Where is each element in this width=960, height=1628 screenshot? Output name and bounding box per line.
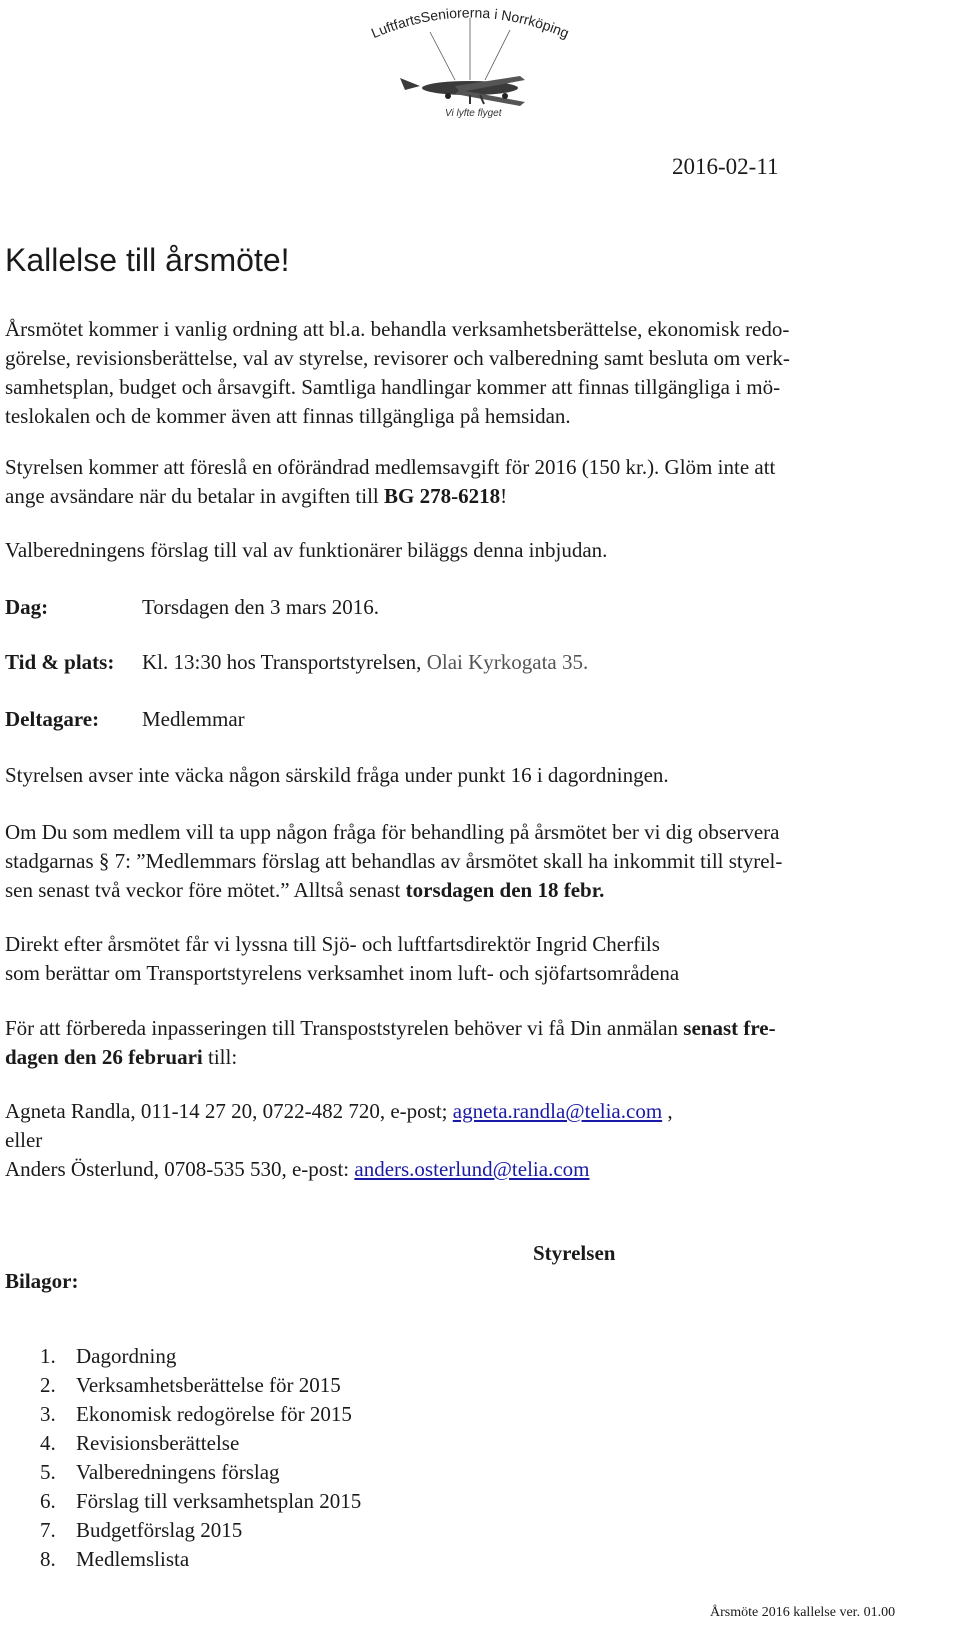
fee-punct: ! bbox=[500, 484, 508, 508]
email-link-anders[interactable]: anders.osterlund@telia.com bbox=[354, 1157, 590, 1181]
fee-paragraph bbox=[5, 453, 935, 511]
intro-line-1: Årsmötet kommer i vanlig ordning att bl.a. behandla verksamhetsberättelse, ekonomisk redo- bbox=[5, 317, 790, 341]
list-item bbox=[40, 1458, 361, 1487]
contact-agneta bbox=[5, 1097, 935, 1126]
attachments-list bbox=[40, 1342, 361, 1574]
document-date: 2016-02-11 bbox=[672, 154, 779, 179]
list-text: Verksamhetsberättelse för 2015 bbox=[76, 1373, 341, 1397]
meeting-day-label: Dag: bbox=[5, 595, 49, 619]
contact-anders bbox=[5, 1155, 935, 1184]
list-item bbox=[40, 1371, 361, 1400]
contact-anders-text: Anders Österlund, 0708-535 530, e-post: bbox=[5, 1157, 355, 1181]
list-number: 5. bbox=[40, 1460, 56, 1484]
list-item bbox=[40, 1545, 361, 1574]
participants-row bbox=[5, 705, 935, 734]
registration-paragraph bbox=[5, 1014, 935, 1072]
contact-or: eller bbox=[5, 1128, 43, 1152]
bankgiro-number: BG 278-6218 bbox=[384, 484, 501, 508]
list-item bbox=[40, 1516, 361, 1545]
list-number: 4. bbox=[40, 1431, 56, 1455]
proposals-line-1: Om Du som medlem vill ta upp någon fråga för behandling på årsmötet ber vi dig observera bbox=[5, 820, 780, 844]
proposals-paragraph bbox=[5, 818, 935, 905]
meeting-address: Olai Kyrkogata 35. bbox=[426, 650, 589, 674]
list-text: Medlemslista bbox=[76, 1547, 190, 1571]
proposals-text: sen senast två veckor före mötet.” Alltså senast bbox=[5, 878, 406, 902]
contacts-block bbox=[5, 1097, 935, 1184]
meeting-time-label: Tid & plats: bbox=[5, 650, 115, 674]
list-text: Dagordning bbox=[76, 1344, 177, 1368]
registration-deadline-b: dagen den 26 februari bbox=[5, 1045, 203, 1069]
list-text: Valberedningens förslag bbox=[76, 1460, 280, 1484]
registration-line-2 bbox=[5, 1043, 935, 1072]
list-number: 2. bbox=[40, 1373, 56, 1397]
footer-version: Årsmöte 2016 kallelse ver. 01.00 bbox=[710, 1605, 896, 1620]
proposals-line-3 bbox=[5, 876, 935, 905]
agenda-note-paragraph: Styrelsen avser inte väcka någon särskild fråga under punkt 16 i dagordningen. bbox=[5, 763, 669, 787]
fee-line-2 bbox=[5, 482, 935, 511]
list-number: 8. bbox=[40, 1547, 56, 1571]
intro-line-4: teslokalen och de kommer även att finnas tillgängliga på hemsidan. bbox=[5, 404, 571, 428]
list-item bbox=[40, 1400, 361, 1429]
participants-value: Medlemmar bbox=[142, 707, 245, 731]
fee-line-1: Styrelsen kommer att föreslå en oförändrad medlemsavgift för 2016 (150 kr.). Glöm inte att bbox=[5, 455, 776, 479]
list-text: Budgetförslag 2015 bbox=[76, 1518, 243, 1542]
airplane-logo-icon bbox=[360, 0, 580, 125]
intro-line-3: samhetsplan, budget och årsavgift. Samtliga handlingar kommer att finnas tillgängliga i mö- bbox=[5, 375, 781, 399]
meeting-time-place-row bbox=[5, 648, 935, 677]
list-number: 3. bbox=[40, 1402, 56, 1426]
contact-agneta-punct: , bbox=[662, 1099, 673, 1123]
proposals-line-2: stadgarnas § 7: ”Medlemmars förslag att behandlas av årsmötet skall ha inkommit till styrel- bbox=[5, 849, 783, 873]
fee-text: ange avsändare när du betalar in avgiften till bbox=[5, 484, 385, 508]
attachments-heading: Bilagor: bbox=[5, 1269, 79, 1293]
contact-agneta-text: Agneta Randla, 011-14 27 20, 0722-482 720, e-post; bbox=[5, 1099, 453, 1123]
list-number: 1. bbox=[40, 1344, 56, 1368]
page-title: Kallelse till årsmöte! bbox=[5, 242, 290, 278]
registration-till: till: bbox=[202, 1045, 238, 1069]
list-item bbox=[40, 1487, 361, 1516]
speaker-line-2: som berättar om Transportstyrelens verksamhet inom luft- och sjöfartsområdena bbox=[5, 961, 680, 985]
meeting-time-value: Kl. 13:30 hos Transportstyrelsen, bbox=[142, 650, 427, 674]
list-item bbox=[40, 1429, 361, 1458]
logo-org-name: LuftfartsSeniorerna i Norrköping bbox=[368, 4, 572, 42]
registration-deadline-a: senast fre- bbox=[683, 1016, 776, 1040]
nomination-paragraph: Valberedningens förslag till val av funktionärer biläggs denna inbjudan. bbox=[5, 538, 608, 562]
meeting-day-value: Torsdagen den 3 mars 2016. bbox=[142, 595, 380, 619]
proposals-deadline: torsdagen den 18 febr. bbox=[405, 878, 605, 902]
list-text: Revisionsberättelse bbox=[76, 1431, 240, 1455]
logo-tagline: Vi lyfte flyget bbox=[445, 108, 502, 119]
list-number: 7. bbox=[40, 1518, 56, 1542]
intro-paragraph bbox=[5, 315, 935, 431]
meeting-day-row bbox=[5, 593, 935, 622]
signature: Styrelsen bbox=[533, 1241, 616, 1265]
list-item bbox=[40, 1342, 361, 1371]
speaker-line-1: Direkt efter årsmötet får vi lyssna till Sjö- och luftfartsdirektör Ingrid Cherfils bbox=[5, 932, 660, 956]
registration-text: För att förbereda inpasseringen till Transpoststyrelen behöver vi få Din anmälan bbox=[5, 1016, 684, 1040]
participants-label: Deltagare: bbox=[5, 707, 100, 731]
list-text: Förslag till verksamhetsplan 2015 bbox=[76, 1489, 362, 1513]
org-logo bbox=[360, 0, 580, 125]
intro-line-2: görelse, revisionsberättelse, val av styrelse, revisorer och valberedning samt besluta om verk- bbox=[5, 346, 790, 370]
registration-line-1 bbox=[5, 1014, 935, 1043]
email-link-agneta[interactable]: agneta.randla@telia.com bbox=[452, 1099, 663, 1123]
list-text: Ekonomisk redogörelse för 2015 bbox=[76, 1402, 352, 1426]
speaker-paragraph bbox=[5, 930, 935, 988]
list-number: 6. bbox=[40, 1489, 56, 1513]
